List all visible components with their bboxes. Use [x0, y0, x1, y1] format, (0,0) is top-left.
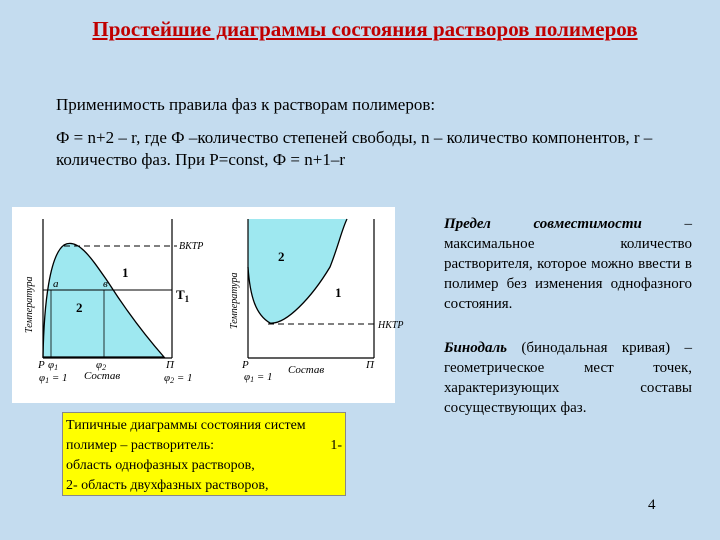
phi1-double-prime-label: φ1'' — [48, 355, 62, 372]
definition-text-2: (бинодальная кривая) – геометрическое мест точек, характеризующих составы сосуществующих фаз. — [444, 340, 692, 416]
t1-label: $Т_1$ — [176, 287, 190, 304]
term-compatibility-limit: Предел совместимости — [444, 216, 642, 232]
right-x-axis-label: Состав — [288, 364, 325, 376]
intro-text: Применимость правила фаз к растворам полимеров: — [56, 95, 436, 114]
page-number: 4 — [648, 497, 656, 513]
lcst-label: НКТР — [378, 320, 404, 331]
left-phi2-eq-label: φ2 = 1 — [164, 372, 193, 385]
definition-compatibility-limit — [444, 214, 692, 314]
phase-rule-text: Ф = n+2 – r, где Ф –количество степеней свободы, n – количество компонентов, r – количество фаз. При P=const, Ф = n+1–r — [56, 128, 653, 169]
right-region-2-label: 2 — [278, 249, 285, 264]
right-region-1-label: 1 — [335, 285, 342, 300]
caption-line-2b: 1- — [330, 438, 342, 453]
left-x-axis-label: Состав — [84, 370, 121, 382]
caption-line-4: 2- область двухфазных растворов, — [66, 478, 269, 493]
slide-title: Простейшие диаграммы состояния растворов полимеров — [92, 17, 638, 41]
right-p2-label: П — [366, 359, 374, 371]
caption-line-3: область однофазных растворов, — [66, 458, 255, 473]
caption-line-2a: полимер – растворитель: — [66, 438, 215, 453]
ucst-label: ВКТР — [179, 241, 204, 252]
left-region-2-label: 2 — [76, 300, 83, 315]
left-p-label: Р — [38, 359, 45, 371]
left-two-phase-region — [43, 243, 164, 357]
figure-caption — [62, 412, 346, 496]
right-phi1-eq-label: φ1 = 1 — [244, 371, 273, 384]
left-region-1-label: 1 — [122, 265, 129, 280]
right-p-label: Р — [242, 359, 249, 371]
caption-line-2 — [66, 436, 342, 456]
right-diagram — [229, 219, 404, 384]
caption-line-1: Типичные диаграммы состояния систем — [66, 418, 306, 433]
phase-diagrams-svg — [12, 207, 404, 403]
term-binodal: Бинодаль — [444, 340, 507, 356]
definition-text-1: – максимальное количество растворителя, которое можно ввести в полимер без изменения однофазного состояния. — [444, 216, 692, 312]
left-diagram — [24, 219, 203, 385]
right-y-axis-label: Температура — [229, 272, 240, 329]
right-two-phase-region — [248, 219, 347, 323]
point-a-label: a — [53, 278, 59, 290]
definition-binodal — [444, 338, 692, 418]
phase-diagram-figure — [12, 207, 404, 403]
phi2-prime-label: φ2' — [96, 355, 108, 372]
left-p2-label: П — [166, 359, 174, 371]
left-y-axis-label: Температура — [24, 276, 35, 333]
left-phi1-eq-label: φ1 = 1 — [39, 372, 68, 385]
point-b-label: в — [103, 278, 108, 290]
